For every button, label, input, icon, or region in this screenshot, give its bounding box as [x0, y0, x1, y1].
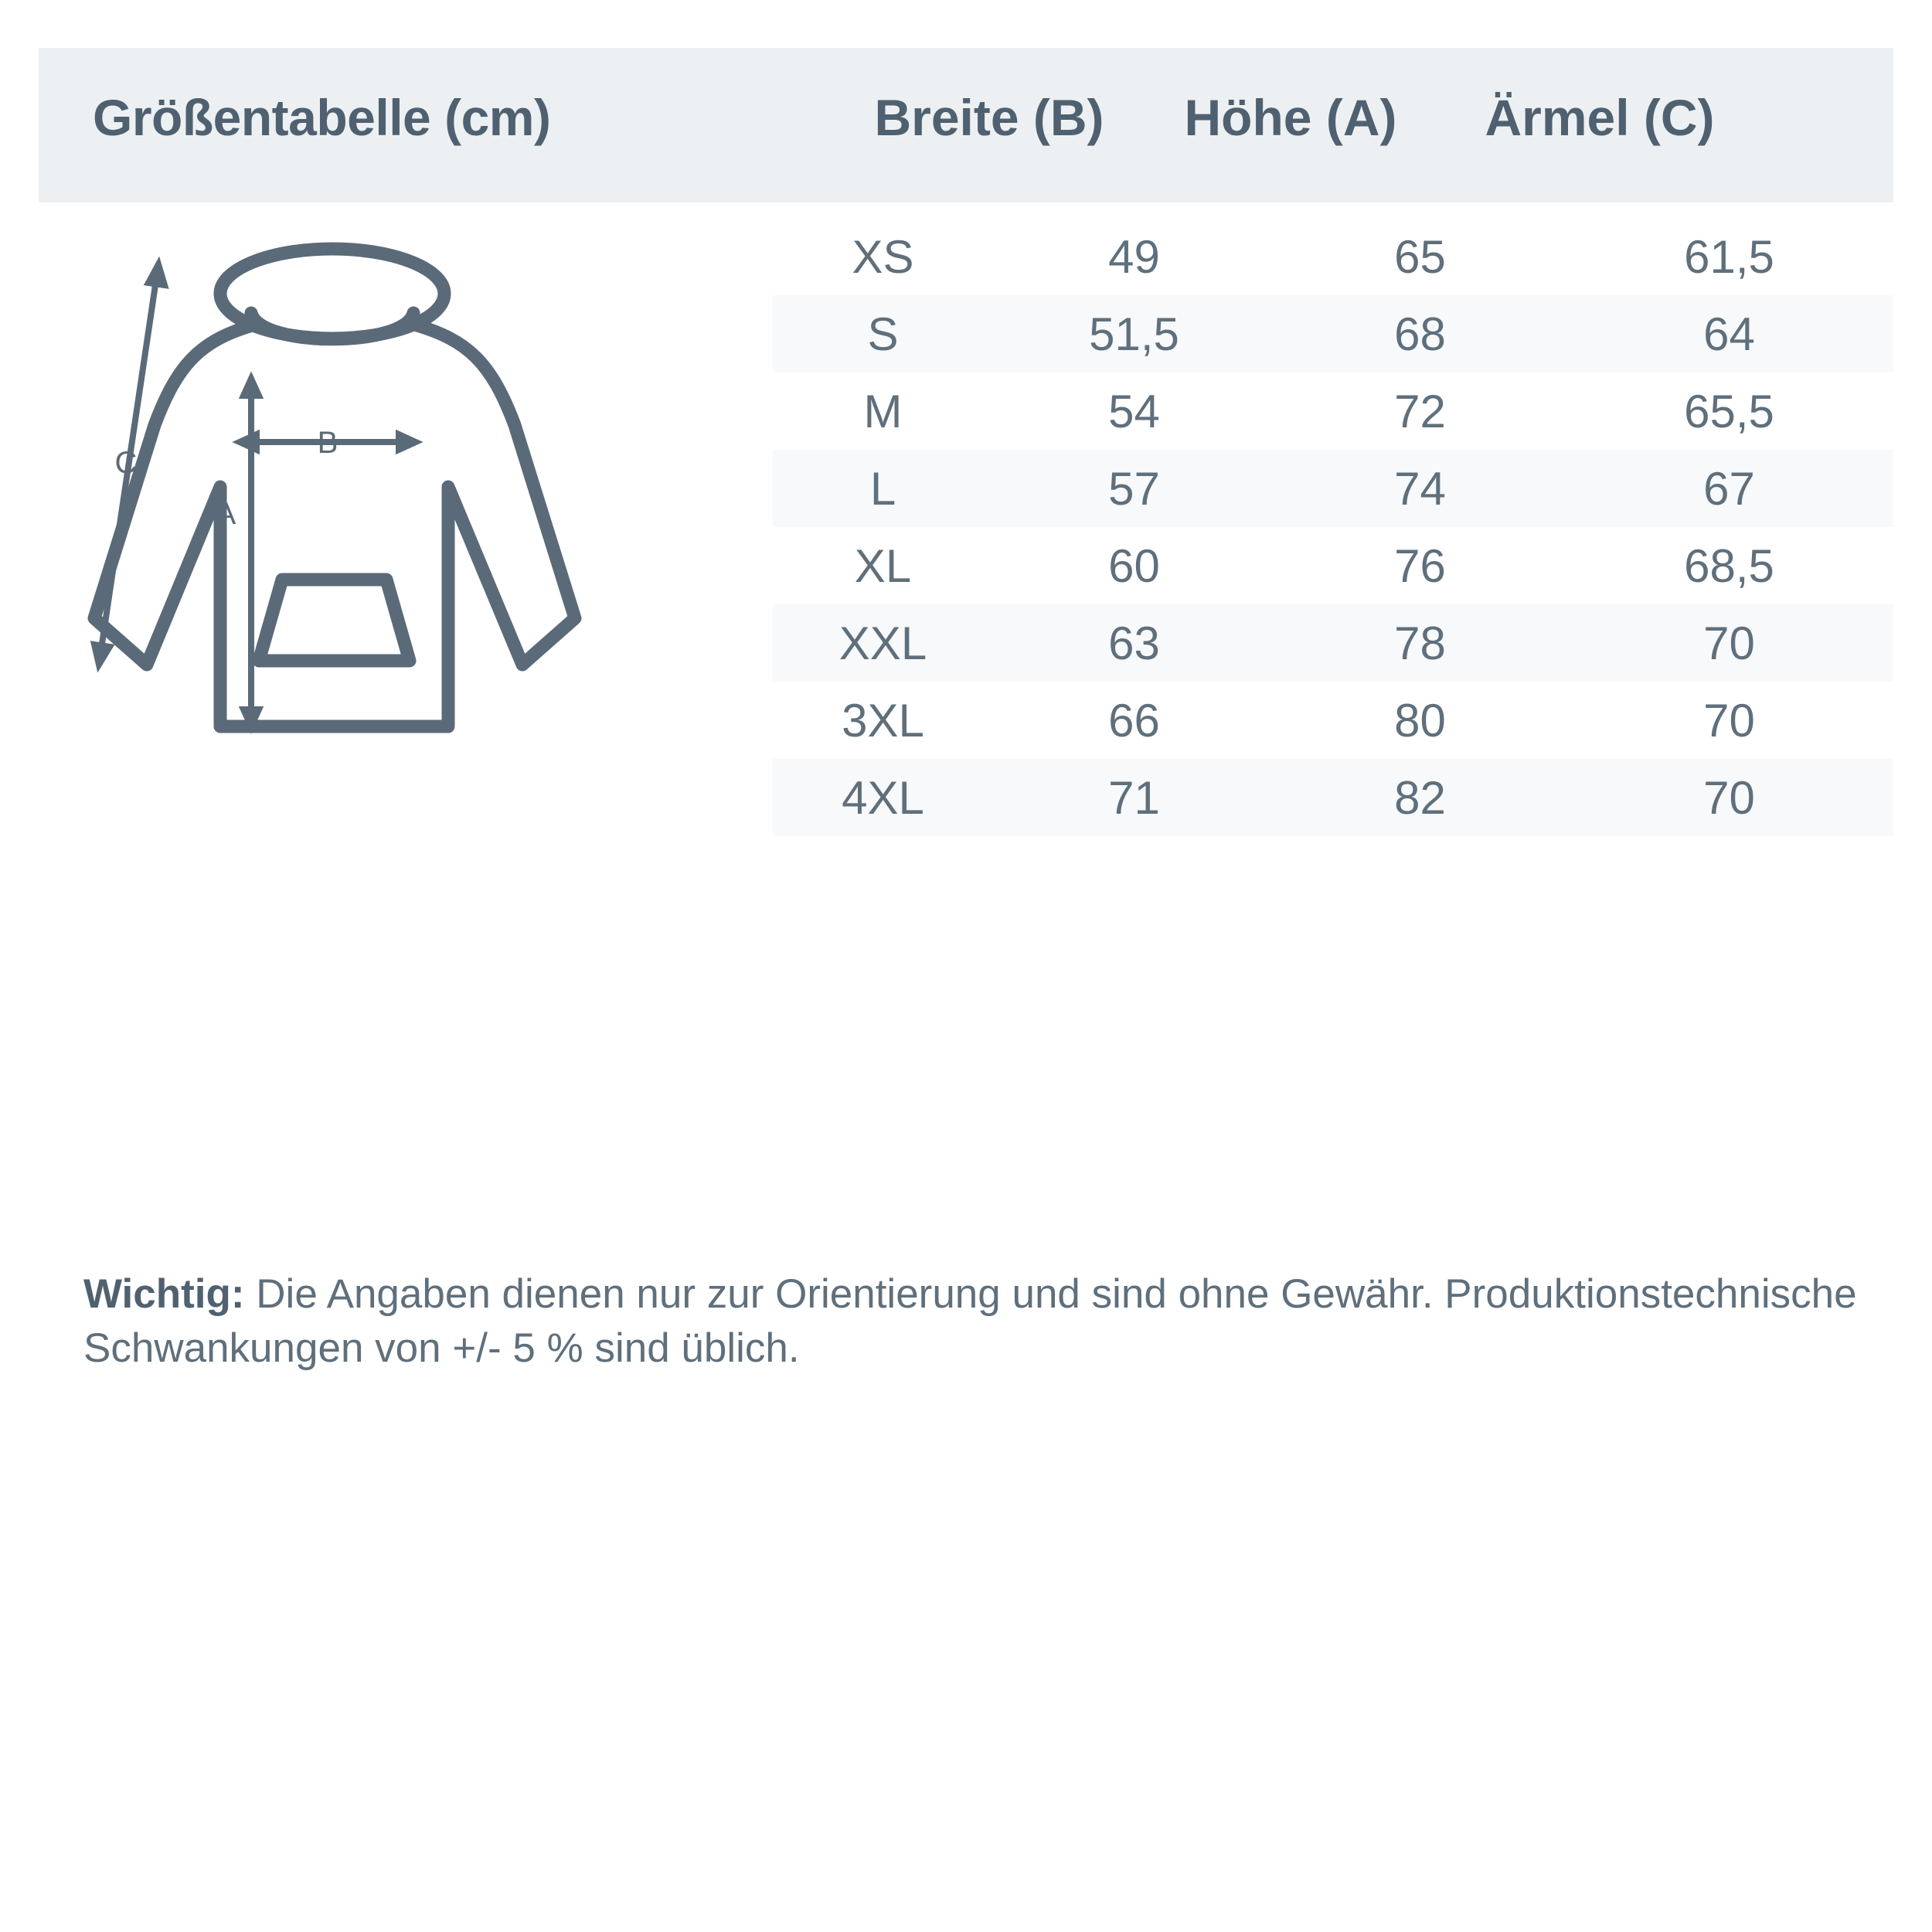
label-b: B	[317, 426, 338, 460]
cell-breite: 71	[1108, 771, 1160, 824]
cell-hoehe: 68	[1394, 308, 1446, 360]
cell-aermel: 61,5	[1684, 230, 1774, 283]
cell-hoehe: 65	[1394, 230, 1446, 283]
cell-hoehe: 74	[1394, 462, 1446, 515]
footnote-label: Wichtig:	[83, 1271, 245, 1317]
column-headers	[835, 88, 1839, 147]
cell-size: 3XL	[842, 694, 924, 747]
cell-aermel: 70	[1703, 694, 1755, 747]
table-row	[773, 604, 1893, 682]
cell-breite: 66	[1108, 694, 1160, 747]
footnote-text: Die Angaben dienen nur zur Orientierung und sind ohne Gewähr. Produktionstechnische Schwankungen von +/- 5 % sind üblich.	[83, 1271, 1857, 1371]
label-c: C	[114, 446, 138, 480]
table-row	[773, 372, 1893, 450]
cell-aermel: 70	[1703, 617, 1755, 669]
cell-breite: 49	[1108, 230, 1160, 283]
cell-aermel: 70	[1703, 771, 1755, 824]
cell-breite: 57	[1108, 462, 1160, 515]
cell-aermel: 67	[1703, 462, 1755, 515]
cell-hoehe: 78	[1394, 617, 1446, 669]
cell-size: XS	[852, 230, 914, 283]
cell-breite: 54	[1108, 385, 1160, 437]
page-title: Größentabelle (cm)	[93, 89, 551, 146]
cell-breite: 63	[1108, 617, 1160, 669]
column-header-aermel: Ärmel (C)	[1485, 89, 1715, 146]
hoodie-measurement-diagram	[62, 232, 757, 835]
column-header-breite: Breite (B)	[874, 89, 1104, 146]
cell-size: XL	[854, 539, 912, 592]
table-row	[773, 682, 1893, 759]
table-row	[773, 218, 1893, 295]
footnote	[83, 1267, 1861, 1376]
cell-size: S	[867, 308, 899, 360]
cell-hoehe: 76	[1394, 539, 1446, 592]
cell-hoehe: 82	[1394, 771, 1446, 824]
cell-size: XXL	[838, 617, 927, 669]
size-table	[773, 218, 1893, 836]
table-row	[773, 295, 1893, 372]
cell-hoehe: 80	[1394, 694, 1446, 747]
cell-breite: 60	[1108, 539, 1160, 592]
cell-size: L	[869, 462, 896, 515]
table-row	[773, 527, 1893, 604]
cell-size: M	[863, 385, 903, 437]
column-header-hoehe: Höhe (A)	[1184, 89, 1397, 146]
cell-aermel: 68,5	[1684, 539, 1774, 592]
label-a: A	[215, 497, 236, 531]
cell-aermel: 64	[1703, 308, 1755, 360]
table-row	[773, 759, 1893, 836]
cell-aermel: 65,5	[1684, 385, 1774, 437]
table-header-band	[39, 48, 1893, 202]
cell-size: 4XL	[842, 771, 924, 824]
cell-breite: 51,5	[1089, 308, 1179, 360]
cell-hoehe: 72	[1394, 385, 1446, 437]
table-row	[773, 450, 1893, 527]
